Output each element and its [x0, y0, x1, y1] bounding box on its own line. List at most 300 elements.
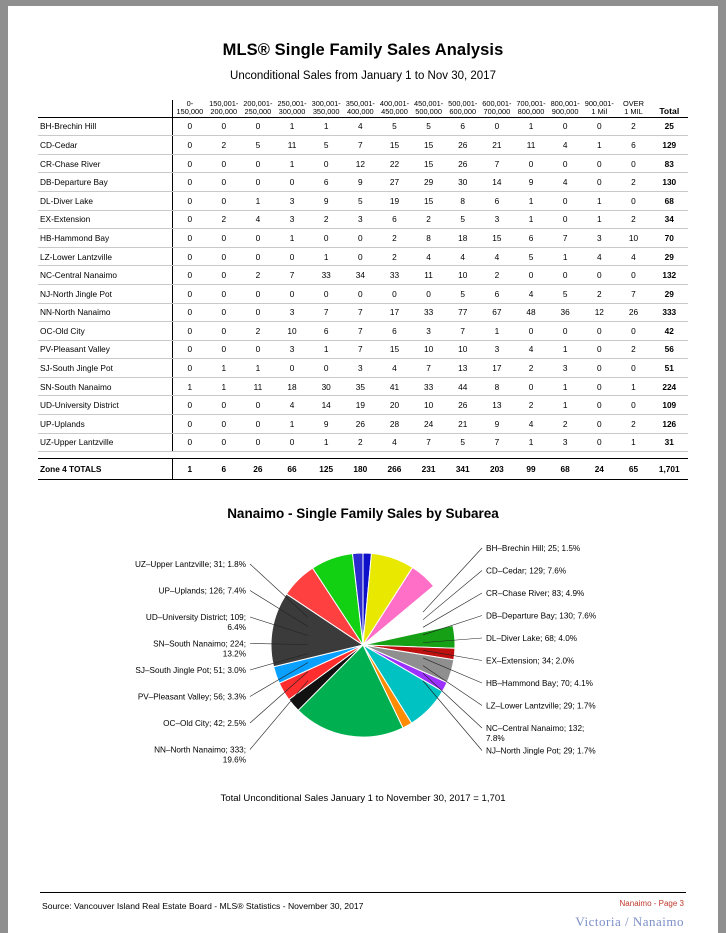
row-cell: 0: [548, 191, 582, 210]
table-spacer: [38, 452, 688, 459]
row-cell: 1: [309, 340, 343, 359]
row-cell: 1: [514, 117, 548, 136]
table-row: [38, 229, 688, 248]
row-cell: 29: [412, 173, 446, 192]
row-cell: 6: [480, 284, 514, 303]
row-cell: 2: [616, 173, 650, 192]
totals-cell: 125: [309, 459, 343, 480]
row-cell: 7: [412, 433, 446, 452]
row-cell: 0: [207, 247, 241, 266]
row-cell: 5: [446, 284, 480, 303]
row-subarea-name: HB-Hammond Bay: [38, 229, 173, 248]
footer-divider: [40, 892, 686, 893]
row-cell: 6: [309, 173, 343, 192]
row-cell: 11: [412, 266, 446, 285]
row-cell: 0: [582, 377, 616, 396]
row-cell: 0: [207, 303, 241, 322]
row-cell: 0: [616, 154, 650, 173]
row-cell: 0: [309, 154, 343, 173]
brand-text: Victoria / Nanaimo: [575, 914, 684, 929]
header-subarea: [38, 100, 173, 117]
row-cell: 9: [343, 173, 377, 192]
row-cell: 0: [173, 303, 207, 322]
row-subarea-name: SN-South Nanaimo: [38, 377, 173, 396]
row-cell: 1: [275, 117, 309, 136]
row-cell: 0: [548, 266, 582, 285]
row-cell: 1: [241, 359, 275, 378]
row-cell: 0: [207, 154, 241, 173]
row-cell: 0: [241, 117, 275, 136]
row-total: 34: [651, 210, 688, 229]
row-cell: 1: [207, 377, 241, 396]
pie-label: DL–Diver Lake; 68; 4.0%: [486, 634, 578, 644]
row-cell: 3: [275, 210, 309, 229]
row-cell: 5: [241, 136, 275, 155]
row-total: 42: [651, 322, 688, 341]
row-cell: 0: [582, 340, 616, 359]
row-total: 126: [651, 415, 688, 434]
totals-cell: 231: [412, 459, 446, 480]
row-total: 68: [651, 191, 688, 210]
totals-cell: 1: [173, 459, 207, 480]
row-subarea-name: NJ-North Jingle Pot: [38, 284, 173, 303]
row-cell: 1: [582, 136, 616, 155]
row-cell: 0: [241, 433, 275, 452]
row-cell: 0: [343, 247, 377, 266]
row-cell: 9: [480, 415, 514, 434]
row-cell: 15: [412, 136, 446, 155]
row-cell: 27: [377, 173, 411, 192]
row-cell: 0: [207, 415, 241, 434]
row-cell: 0: [207, 117, 241, 136]
header-price-band-8: 500,001- 600,000: [446, 100, 480, 117]
row-cell: 17: [480, 359, 514, 378]
pie-label: NN–North Nanaimo; 333; 19.6%: [154, 745, 246, 765]
header-price-band-9: 600,001- 700,000: [480, 100, 514, 117]
row-cell: 5: [514, 247, 548, 266]
row-cell: 35: [343, 377, 377, 396]
row-cell: 3: [412, 322, 446, 341]
row-subarea-name: DL-Diver Lake: [38, 191, 173, 210]
table-row: [38, 322, 688, 341]
pie-label: UZ–Upper Lantzville; 31; 1.8%: [134, 560, 246, 570]
table-row: [38, 433, 688, 452]
row-cell: 2: [480, 266, 514, 285]
row-cell: 2: [616, 415, 650, 434]
row-cell: 4: [514, 340, 548, 359]
row-cell: 0: [582, 117, 616, 136]
row-cell: 1: [207, 359, 241, 378]
chart-title: Nanaimo - Single Family Sales by Subarea: [227, 506, 499, 522]
row-cell: 9: [309, 191, 343, 210]
header-price-band-10: 700,001- 800,000: [514, 100, 548, 117]
row-cell: 13: [446, 359, 480, 378]
row-cell: 3: [343, 210, 377, 229]
spacer-cell: [38, 452, 688, 459]
row-cell: 0: [173, 266, 207, 285]
row-cell: 4: [412, 247, 446, 266]
row-cell: 30: [309, 377, 343, 396]
row-cell: 0: [309, 229, 343, 248]
totals-cell: 24: [582, 459, 616, 480]
sales-analysis-table: [38, 100, 688, 480]
pie-label: EX–Extension; 34; 2.0%: [486, 656, 575, 666]
pie-label: CD–Cedar; 129; 7.6%: [486, 566, 567, 576]
table-row: [38, 247, 688, 266]
table-row: [38, 377, 688, 396]
row-cell: 0: [173, 284, 207, 303]
row-cell: 33: [412, 377, 446, 396]
row-cell: 26: [446, 154, 480, 173]
table-row: [38, 284, 688, 303]
row-cell: 0: [309, 359, 343, 378]
row-total: 224: [651, 377, 688, 396]
row-cell: 15: [377, 340, 411, 359]
row-cell: 2: [377, 229, 411, 248]
row-cell: 4: [480, 247, 514, 266]
row-cell: 0: [514, 154, 548, 173]
row-cell: 0: [241, 154, 275, 173]
row-cell: 11: [514, 136, 548, 155]
row-cell: 1: [548, 377, 582, 396]
row-cell: 0: [616, 322, 650, 341]
row-cell: 0: [207, 322, 241, 341]
row-cell: 0: [309, 284, 343, 303]
row-cell: 0: [241, 303, 275, 322]
row-cell: 11: [241, 377, 275, 396]
row-cell: 8: [480, 377, 514, 396]
row-cell: 0: [173, 415, 207, 434]
row-cell: 4: [377, 433, 411, 452]
row-cell: 0: [207, 266, 241, 285]
row-cell: 3: [275, 191, 309, 210]
row-cell: 2: [207, 136, 241, 155]
header-total: Total: [651, 100, 688, 117]
row-cell: 7: [343, 322, 377, 341]
row-cell: 67: [480, 303, 514, 322]
row-cell: 0: [207, 191, 241, 210]
row-subarea-name: CR-Chase River: [38, 154, 173, 173]
totals-label: Zone 4 TOTALS: [38, 459, 173, 480]
row-cell: 6: [616, 136, 650, 155]
row-subarea-name: SJ-South Jingle Pot: [38, 359, 173, 378]
row-cell: 0: [275, 173, 309, 192]
row-cell: 4: [241, 210, 275, 229]
row-cell: 0: [582, 322, 616, 341]
row-cell: 0: [582, 433, 616, 452]
row-cell: 15: [377, 136, 411, 155]
row-cell: 3: [275, 340, 309, 359]
row-cell: 0: [241, 173, 275, 192]
header-price-band-6: 400,001- 450,000: [377, 100, 411, 117]
table-row: [38, 396, 688, 415]
row-cell: 10: [412, 396, 446, 415]
row-cell: 33: [309, 266, 343, 285]
row-cell: 3: [480, 340, 514, 359]
row-cell: 34: [343, 266, 377, 285]
row-cell: 1: [582, 191, 616, 210]
row-cell: 7: [548, 229, 582, 248]
row-subarea-name: LZ-Lower Lantzville: [38, 247, 173, 266]
row-cell: 0: [582, 415, 616, 434]
row-cell: 0: [514, 377, 548, 396]
row-cell: 28: [377, 415, 411, 434]
row-cell: 0: [207, 433, 241, 452]
header-price-band-5: 350,001- 400,000: [343, 100, 377, 117]
pie-slices: [271, 553, 455, 737]
row-cell: 0: [173, 154, 207, 173]
row-cell: 0: [548, 154, 582, 173]
row-cell: 1: [309, 433, 343, 452]
row-cell: 0: [207, 284, 241, 303]
row-cell: 3: [275, 303, 309, 322]
pie-chart: [8, 527, 718, 787]
row-cell: 0: [616, 396, 650, 415]
row-cell: 10: [616, 229, 650, 248]
row-cell: 0: [241, 229, 275, 248]
table-row: [38, 210, 688, 229]
row-cell: 0: [514, 266, 548, 285]
row-cell: 0: [275, 359, 309, 378]
row-subarea-name: CD-Cedar: [38, 136, 173, 155]
row-cell: 0: [173, 247, 207, 266]
row-cell: 9: [514, 173, 548, 192]
sales-table-wrap: [38, 100, 688, 480]
pie-label: SN–South Nanaimo; 224; 13.2%: [153, 639, 246, 659]
table-header-row: [38, 100, 688, 117]
row-cell: 14: [309, 396, 343, 415]
row-cell: 7: [480, 433, 514, 452]
row-cell: 0: [173, 322, 207, 341]
pie-label: PV–Pleasant Valley; 56; 3.3%: [137, 692, 246, 702]
row-cell: 12: [582, 303, 616, 322]
row-total: 31: [651, 433, 688, 452]
header-price-band-0: 0- 150,000: [173, 100, 207, 117]
table-row: [38, 415, 688, 434]
row-cell: 1: [616, 377, 650, 396]
row-cell: 0: [377, 284, 411, 303]
row-total: 56: [651, 340, 688, 359]
row-cell: 2: [309, 210, 343, 229]
row-cell: 6: [514, 229, 548, 248]
pie-label: LZ–Lower Lantzville; 29; 1.7%: [486, 701, 596, 711]
row-cell: 1: [480, 322, 514, 341]
row-cell: 5: [377, 117, 411, 136]
row-cell: 0: [343, 229, 377, 248]
row-cell: 3: [343, 359, 377, 378]
page-title: MLS® Single Family Sales Analysis: [222, 41, 504, 59]
row-cell: 7: [275, 266, 309, 285]
pie-label: BH–Brechin Hill; 25; 1.5%: [486, 544, 581, 554]
row-cell: 33: [377, 266, 411, 285]
table-row: [38, 191, 688, 210]
row-cell: 5: [343, 191, 377, 210]
table-row: [38, 359, 688, 378]
chart-total-note: Total Unconditional Sales January 1 to November 30, 2017 = 1,701: [220, 793, 506, 805]
table-row: [38, 136, 688, 155]
row-cell: 0: [343, 284, 377, 303]
header-price-band-4: 300,001- 350,000: [309, 100, 343, 117]
row-cell: 0: [173, 191, 207, 210]
row-cell: 1: [514, 210, 548, 229]
header-price-band-7: 450,001- 500,000: [412, 100, 446, 117]
row-cell: 0: [548, 117, 582, 136]
row-cell: 7: [446, 322, 480, 341]
row-total: 333: [651, 303, 688, 322]
row-total: 51: [651, 359, 688, 378]
row-cell: 48: [514, 303, 548, 322]
row-cell: 0: [275, 247, 309, 266]
header-price-band-11: 800,001- 900,000: [548, 100, 582, 117]
row-total: 130: [651, 173, 688, 192]
row-cell: 19: [343, 396, 377, 415]
row-cell: 1: [514, 191, 548, 210]
row-cell: 2: [241, 266, 275, 285]
row-subarea-name: PV-Pleasant Valley: [38, 340, 173, 359]
row-cell: 5: [548, 284, 582, 303]
row-cell: 6: [377, 322, 411, 341]
row-cell: 4: [514, 284, 548, 303]
leader-line: [423, 548, 482, 612]
row-cell: 21: [480, 136, 514, 155]
row-cell: 15: [412, 154, 446, 173]
row-subarea-name: NN-North Nanaimo: [38, 303, 173, 322]
row-cell: 2: [514, 396, 548, 415]
row-total: 29: [651, 284, 688, 303]
row-cell: 0: [241, 415, 275, 434]
row-subarea-name: UP-Uplands: [38, 415, 173, 434]
table-row: [38, 303, 688, 322]
row-cell: 3: [548, 433, 582, 452]
row-cell: 26: [616, 303, 650, 322]
row-cell: 8: [412, 229, 446, 248]
row-cell: 7: [480, 154, 514, 173]
row-cell: 6: [480, 191, 514, 210]
row-cell: 36: [548, 303, 582, 322]
pie-chart-svg: [8, 527, 718, 787]
header-price-band-2: 200,001- 250,000: [241, 100, 275, 117]
pie-label: CR–Chase River; 83; 4.9%: [486, 589, 585, 599]
table-row: [38, 117, 688, 136]
row-cell: 7: [412, 359, 446, 378]
row-cell: 1: [309, 247, 343, 266]
row-cell: 7: [616, 284, 650, 303]
row-total: 70: [651, 229, 688, 248]
row-cell: 10: [412, 340, 446, 359]
row-cell: 0: [173, 396, 207, 415]
row-cell: 0: [275, 433, 309, 452]
row-cell: 1: [275, 229, 309, 248]
table-totals-row: [38, 459, 688, 480]
row-cell: 1: [241, 191, 275, 210]
row-cell: 2: [616, 117, 650, 136]
row-cell: 1: [309, 117, 343, 136]
row-cell: 4: [275, 396, 309, 415]
row-cell: 0: [173, 210, 207, 229]
row-cell: 0: [548, 322, 582, 341]
row-cell: 30: [446, 173, 480, 192]
row-cell: 2: [241, 322, 275, 341]
totals-cell: 99: [514, 459, 548, 480]
row-cell: 0: [241, 396, 275, 415]
row-cell: 22: [377, 154, 411, 173]
pie-label: SJ–South Jingle Pot; 51; 3.0%: [135, 666, 246, 676]
pie-label: DB–Departure Bay; 130; 7.6%: [486, 611, 597, 621]
row-cell: 5: [446, 433, 480, 452]
row-total: 109: [651, 396, 688, 415]
row-cell: 0: [173, 433, 207, 452]
header-price-band-12: 900,001- 1 Mil: [582, 100, 616, 117]
row-cell: 0: [207, 173, 241, 192]
row-cell: 4: [446, 247, 480, 266]
row-cell: 0: [173, 229, 207, 248]
table-row: [38, 173, 688, 192]
row-cell: 1: [616, 433, 650, 452]
row-subarea-name: DB-Departure Bay: [38, 173, 173, 192]
pie-label: HB–Hammond Bay; 70; 4.1%: [486, 679, 593, 689]
row-cell: 7: [343, 136, 377, 155]
row-cell: 41: [377, 377, 411, 396]
row-cell: 4: [548, 173, 582, 192]
row-cell: 0: [173, 340, 207, 359]
row-cell: 4: [616, 247, 650, 266]
totals-grand: 1,701: [651, 459, 688, 480]
row-subarea-name: UZ-Upper Lantzville: [38, 433, 173, 452]
row-cell: 4: [343, 117, 377, 136]
header-price-band-1: 150,001- 200,000: [207, 100, 241, 117]
row-cell: 1: [275, 154, 309, 173]
row-cell: 1: [275, 415, 309, 434]
row-cell: 10: [446, 340, 480, 359]
row-cell: 6: [446, 117, 480, 136]
pie-label: UD–University District; 109; 6.4%: [145, 613, 246, 633]
pie-label: NC–Central Nanaimo; 132; 7.8%: [486, 724, 585, 744]
row-cell: 0: [207, 229, 241, 248]
row-cell: 2: [514, 359, 548, 378]
totals-cell: 203: [480, 459, 514, 480]
row-cell: 3: [582, 229, 616, 248]
row-cell: 0: [173, 136, 207, 155]
row-cell: 0: [173, 117, 207, 136]
row-subarea-name: BH-Brechin Hill: [38, 117, 173, 136]
row-total: 25: [651, 117, 688, 136]
row-cell: 3: [480, 210, 514, 229]
row-cell: 0: [582, 266, 616, 285]
pie-label: OC–Old City; 42; 2.5%: [163, 719, 246, 729]
table-body: [38, 117, 688, 480]
row-cell: 2: [377, 247, 411, 266]
table-row: [38, 340, 688, 359]
row-cell: 2: [582, 284, 616, 303]
row-total: 132: [651, 266, 688, 285]
row-cell: 7: [309, 303, 343, 322]
row-cell: 7: [343, 303, 377, 322]
row-cell: 18: [446, 229, 480, 248]
totals-cell: 180: [343, 459, 377, 480]
row-cell: 9: [309, 415, 343, 434]
totals-cell: 68: [548, 459, 582, 480]
row-cell: 2: [343, 433, 377, 452]
row-cell: 4: [514, 415, 548, 434]
row-total: 29: [651, 247, 688, 266]
row-cell: 4: [582, 247, 616, 266]
row-cell: 0: [241, 247, 275, 266]
row-cell: 26: [446, 136, 480, 155]
row-cell: 26: [343, 415, 377, 434]
row-cell: 3: [548, 359, 582, 378]
row-cell: 0: [207, 340, 241, 359]
row-subarea-name: NC-Central Nanaimo: [38, 266, 173, 285]
